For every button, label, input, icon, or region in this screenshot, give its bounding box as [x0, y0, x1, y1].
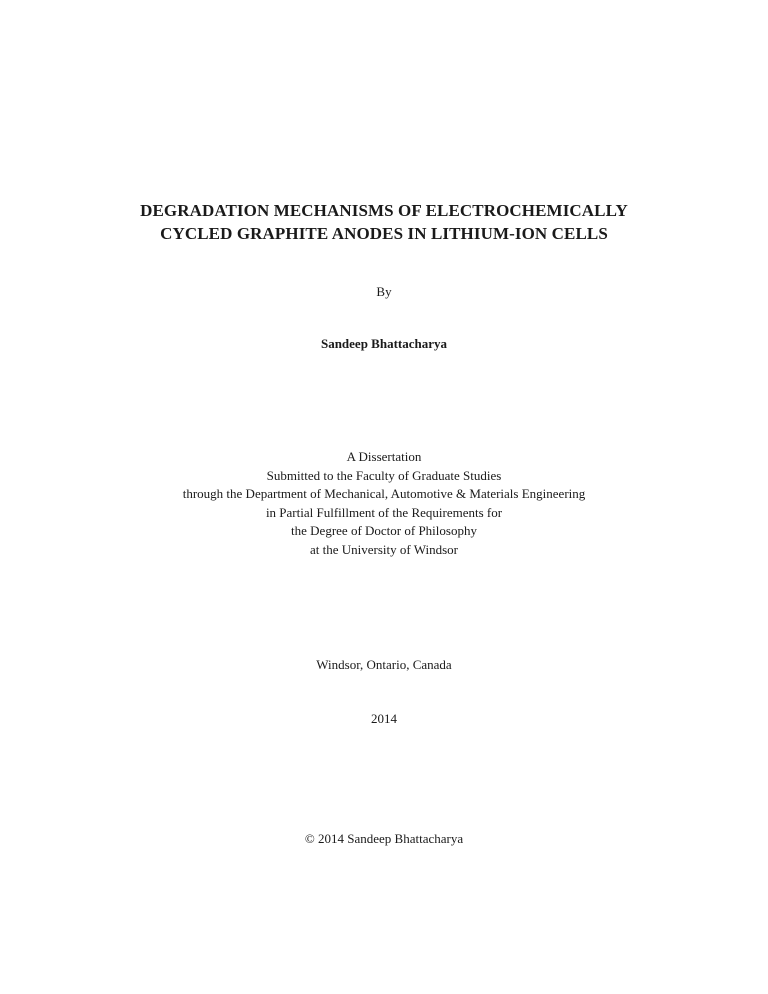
- author-name: Sandeep Bhattacharya: [320, 336, 448, 351]
- dissertation-line-4: in Partial Fulfillment of the Requirements for: [265, 504, 503, 520]
- dissertation-line-5: the Degree of Doctor of Philosophy: [291, 523, 477, 538]
- dissertation-line-3: through the Department of Mechanical, Automotive & Materials Engineering: [182, 486, 586, 501]
- dissertation-statement: [0, 448, 768, 559]
- copyright-notice: © 2014 Sandeep Bhattacharya: [304, 831, 464, 846]
- year: 2014: [371, 711, 397, 726]
- dissertation-line-2: Submitted to the Faculty of Graduate Studies: [266, 467, 502, 483]
- title-line-2: CYCLED GRAPHITE ANODES IN LITHIUM-ION CELLS: [160, 224, 608, 243]
- dissertation-line-1: A Dissertation: [346, 449, 422, 464]
- by-label: By: [376, 284, 392, 299]
- location: Windsor, Ontario, Canada: [316, 657, 452, 672]
- title-line-1: DEGRADATION MECHANISMS OF ELECTROCHEMICALLY: [140, 201, 628, 220]
- dissertation-line-6: at the University of Windsor: [310, 541, 458, 557]
- dissertation-title: [0, 199, 768, 245]
